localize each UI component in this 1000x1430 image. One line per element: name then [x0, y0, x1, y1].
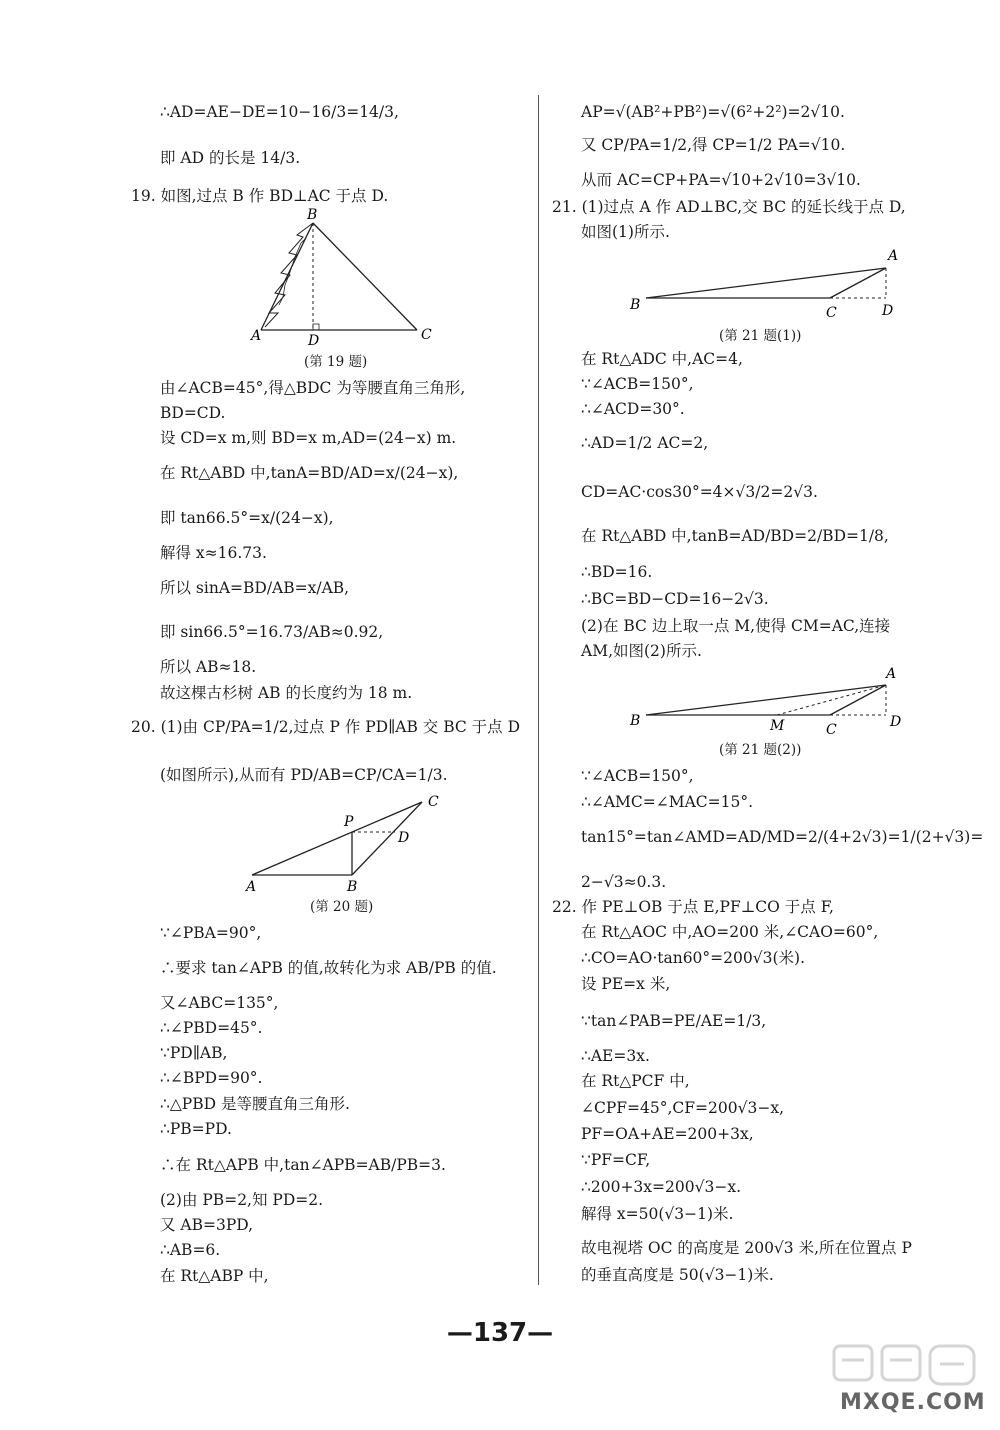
text-line: ∴要求 tan∠APB 的值,故转化为求 AB/PB 的值. — [160, 959, 497, 977]
text-line: ∴∠ACD=30°. — [581, 400, 685, 418]
text-line: 故电视塔 OC 的高度是 200√3 米,所在位置点 P — [581, 1239, 912, 1257]
text-line: 在 Rt△ABD 中,tanA=BD/AD=x/(24−x), — [160, 464, 459, 482]
fig20-label: B — [347, 879, 358, 895]
text-line: 所以 sinA=BD/AB=x/AB, — [160, 579, 350, 597]
text-line: ∴BD=16. — [581, 563, 653, 581]
text-line: BD=CD. — [160, 404, 226, 422]
text-line: 解得 x=50(√3−1)米. — [581, 1205, 734, 1223]
text-line: 又 CP/PA=1/2,得 CP=1/2 PA=√10. — [581, 136, 846, 154]
figure-21-1 — [620, 243, 910, 325]
fig19-label: D — [308, 333, 320, 349]
text-line: CD=AC·cos30°=4×√3/2=2√3. — [581, 483, 818, 501]
text-line: ∴200+3x=200√3−x. — [581, 1178, 742, 1196]
text-line: 在 Rt△PCF 中, — [581, 1072, 690, 1090]
text-line: 故这棵古杉树 AB 的长度约为 18 m. — [160, 684, 413, 702]
text-line: 又∠ABC=135°, — [160, 994, 279, 1012]
text-line: (如图所示),从而有 PD/AB=CP/CA=1/3. — [160, 766, 448, 784]
fig19-label: A — [251, 328, 262, 344]
figure-21-2-caption: (第 21 题(2)) — [719, 742, 802, 758]
text-line: ∴AD=1/2 AC=2, — [581, 434, 709, 452]
problem-21-heading: 21. (1)过点 A 作 AD⊥BC,交 BC 的延长线于点 D, — [552, 198, 906, 216]
text-line: 在 Rt△ABP 中, — [160, 1267, 269, 1285]
fig21a-label: B — [630, 297, 641, 313]
text-line: ∴∠AMC=∠MAC=15°. — [581, 793, 754, 811]
text-line: ∴AB=6. — [160, 1241, 221, 1259]
fig21a-label: D — [882, 303, 894, 319]
text-line: ∵tan∠PAB=PE/AE=1/3, — [581, 1012, 767, 1030]
fig21b-label: B — [630, 713, 641, 729]
figure-19 — [245, 205, 445, 350]
text-line: 即 tan66.5°=x/(24−x), — [160, 509, 334, 527]
figure-21-2 — [620, 660, 910, 740]
text-line: 所以 AB≈18. — [160, 658, 257, 676]
text-line: ∴∠PBD=45°. — [160, 1019, 263, 1037]
text-line: 即 AD 的长是 14/3. — [160, 149, 301, 167]
problem-19-heading: 19. 如图,过点 B 作 BD⊥AC 于点 D. — [131, 187, 389, 205]
text-line: ∵∠ACB=150°, — [581, 767, 694, 785]
text-line: AP=√(AB²+PB²)=√(6²+2²)=2√10. — [581, 103, 845, 121]
fig20-label: C — [428, 794, 439, 810]
text-line: ∴△PBD 是等腰直角三角形. — [160, 1095, 350, 1113]
problem-22-heading: 22. 作 PE⊥OB 于点 E,PF⊥CO 于点 F, — [552, 898, 834, 916]
text-line: 设 PE=x 米, — [581, 975, 671, 993]
text-line: ∴∠BPD=90°. — [160, 1069, 263, 1087]
text-line: 2−√3≈0.3. — [581, 873, 667, 891]
figure-19-caption: (第 19 题) — [304, 354, 368, 370]
fig21b-label: C — [826, 722, 837, 738]
text-line: 如图(1)所示. — [581, 223, 670, 241]
text-line: tan15°=tan∠AMD=AD/MD=2/(4+2√3)=1/(2+√3)= — [581, 828, 984, 846]
text-line: ∴PB=PD. — [160, 1120, 232, 1138]
column-divider — [538, 95, 539, 1285]
fig20-label: D — [398, 830, 410, 846]
figure-20 — [240, 790, 450, 895]
page-number: —137— — [446, 1318, 554, 1348]
fig19-label: B — [307, 207, 318, 223]
text-line: PF=OA+AE=200+3x, — [581, 1125, 754, 1143]
text-line: 即 sin66.5°=16.73/AB≈0.92, — [160, 623, 384, 641]
text-line: ∴BC=BD−CD=16−2√3. — [581, 590, 769, 608]
text-line: ∠CPF=45°,CF=200√3−x, — [581, 1099, 784, 1117]
fig21b-label: M — [770, 718, 785, 734]
fig20-label: P — [344, 814, 354, 830]
text-line: ∵PD∥AB, — [160, 1044, 228, 1062]
text-line: 在 Rt△ADC 中,AC=4, — [581, 350, 743, 368]
watermark-text: MXQE.COM — [840, 1390, 986, 1415]
text-line: ∵∠ACB=150°, — [581, 375, 694, 393]
text-line: 解得 x≈16.73. — [160, 544, 267, 562]
fig21a-label: C — [826, 305, 837, 321]
fig20-label: A — [246, 879, 257, 895]
problem-20-heading: 20. (1)由 CP/PA=1/2,过点 P 作 PD∥AB 交 BC 于点 D — [131, 718, 521, 736]
fig21b-label: D — [890, 714, 902, 730]
fig21b-label: A — [886, 666, 897, 682]
text-line: ∴AD=AE−DE=10−16/3=14/3, — [160, 103, 399, 121]
text-line: 在 Rt△AOC 中,AO=200 米,∠CAO=60°, — [581, 923, 879, 941]
fig19-label: C — [421, 327, 432, 343]
fig21a-label: A — [888, 248, 899, 264]
text-line: (2)由 PB=2,知 PD=2. — [160, 1191, 324, 1209]
text-line: AM,如图(2)所示. — [581, 642, 702, 660]
text-line: ∴CO=AO·tan60°=200√3(米). — [581, 949, 806, 967]
text-line: ∵PF=CF, — [581, 1151, 651, 1169]
figure-21-1-caption: (第 21 题(1)) — [719, 328, 802, 344]
text-line: 在 Rt△ABD 中,tanB=AD/BD=2/BD=1/8, — [581, 527, 889, 545]
figure-20-caption: (第 20 题) — [310, 899, 374, 915]
text-line: 从而 AC=CP+PA=√10+2√10=3√10. — [581, 171, 861, 189]
text-line: 由∠ACB=45°,得△BDC 为等腰直角三角形, — [160, 379, 466, 397]
text-line: 又 AB=3PD, — [160, 1216, 254, 1234]
text-line: 设 CD=x m,则 BD=x m,AD=(24−x) m. — [160, 429, 457, 447]
text-line: ∴AE=3x. — [581, 1047, 650, 1065]
text-line: ∵∠PBA=90°, — [160, 924, 262, 942]
text-line: (2)在 BC 边上取一点 M,使得 CM=AC,连接 — [581, 617, 891, 635]
text-line: 的垂直高度是 50(√3−1)米. — [581, 1266, 774, 1284]
text-line: ∴在 Rt△APB 中,tan∠APB=AB/PB=3. — [160, 1156, 446, 1174]
